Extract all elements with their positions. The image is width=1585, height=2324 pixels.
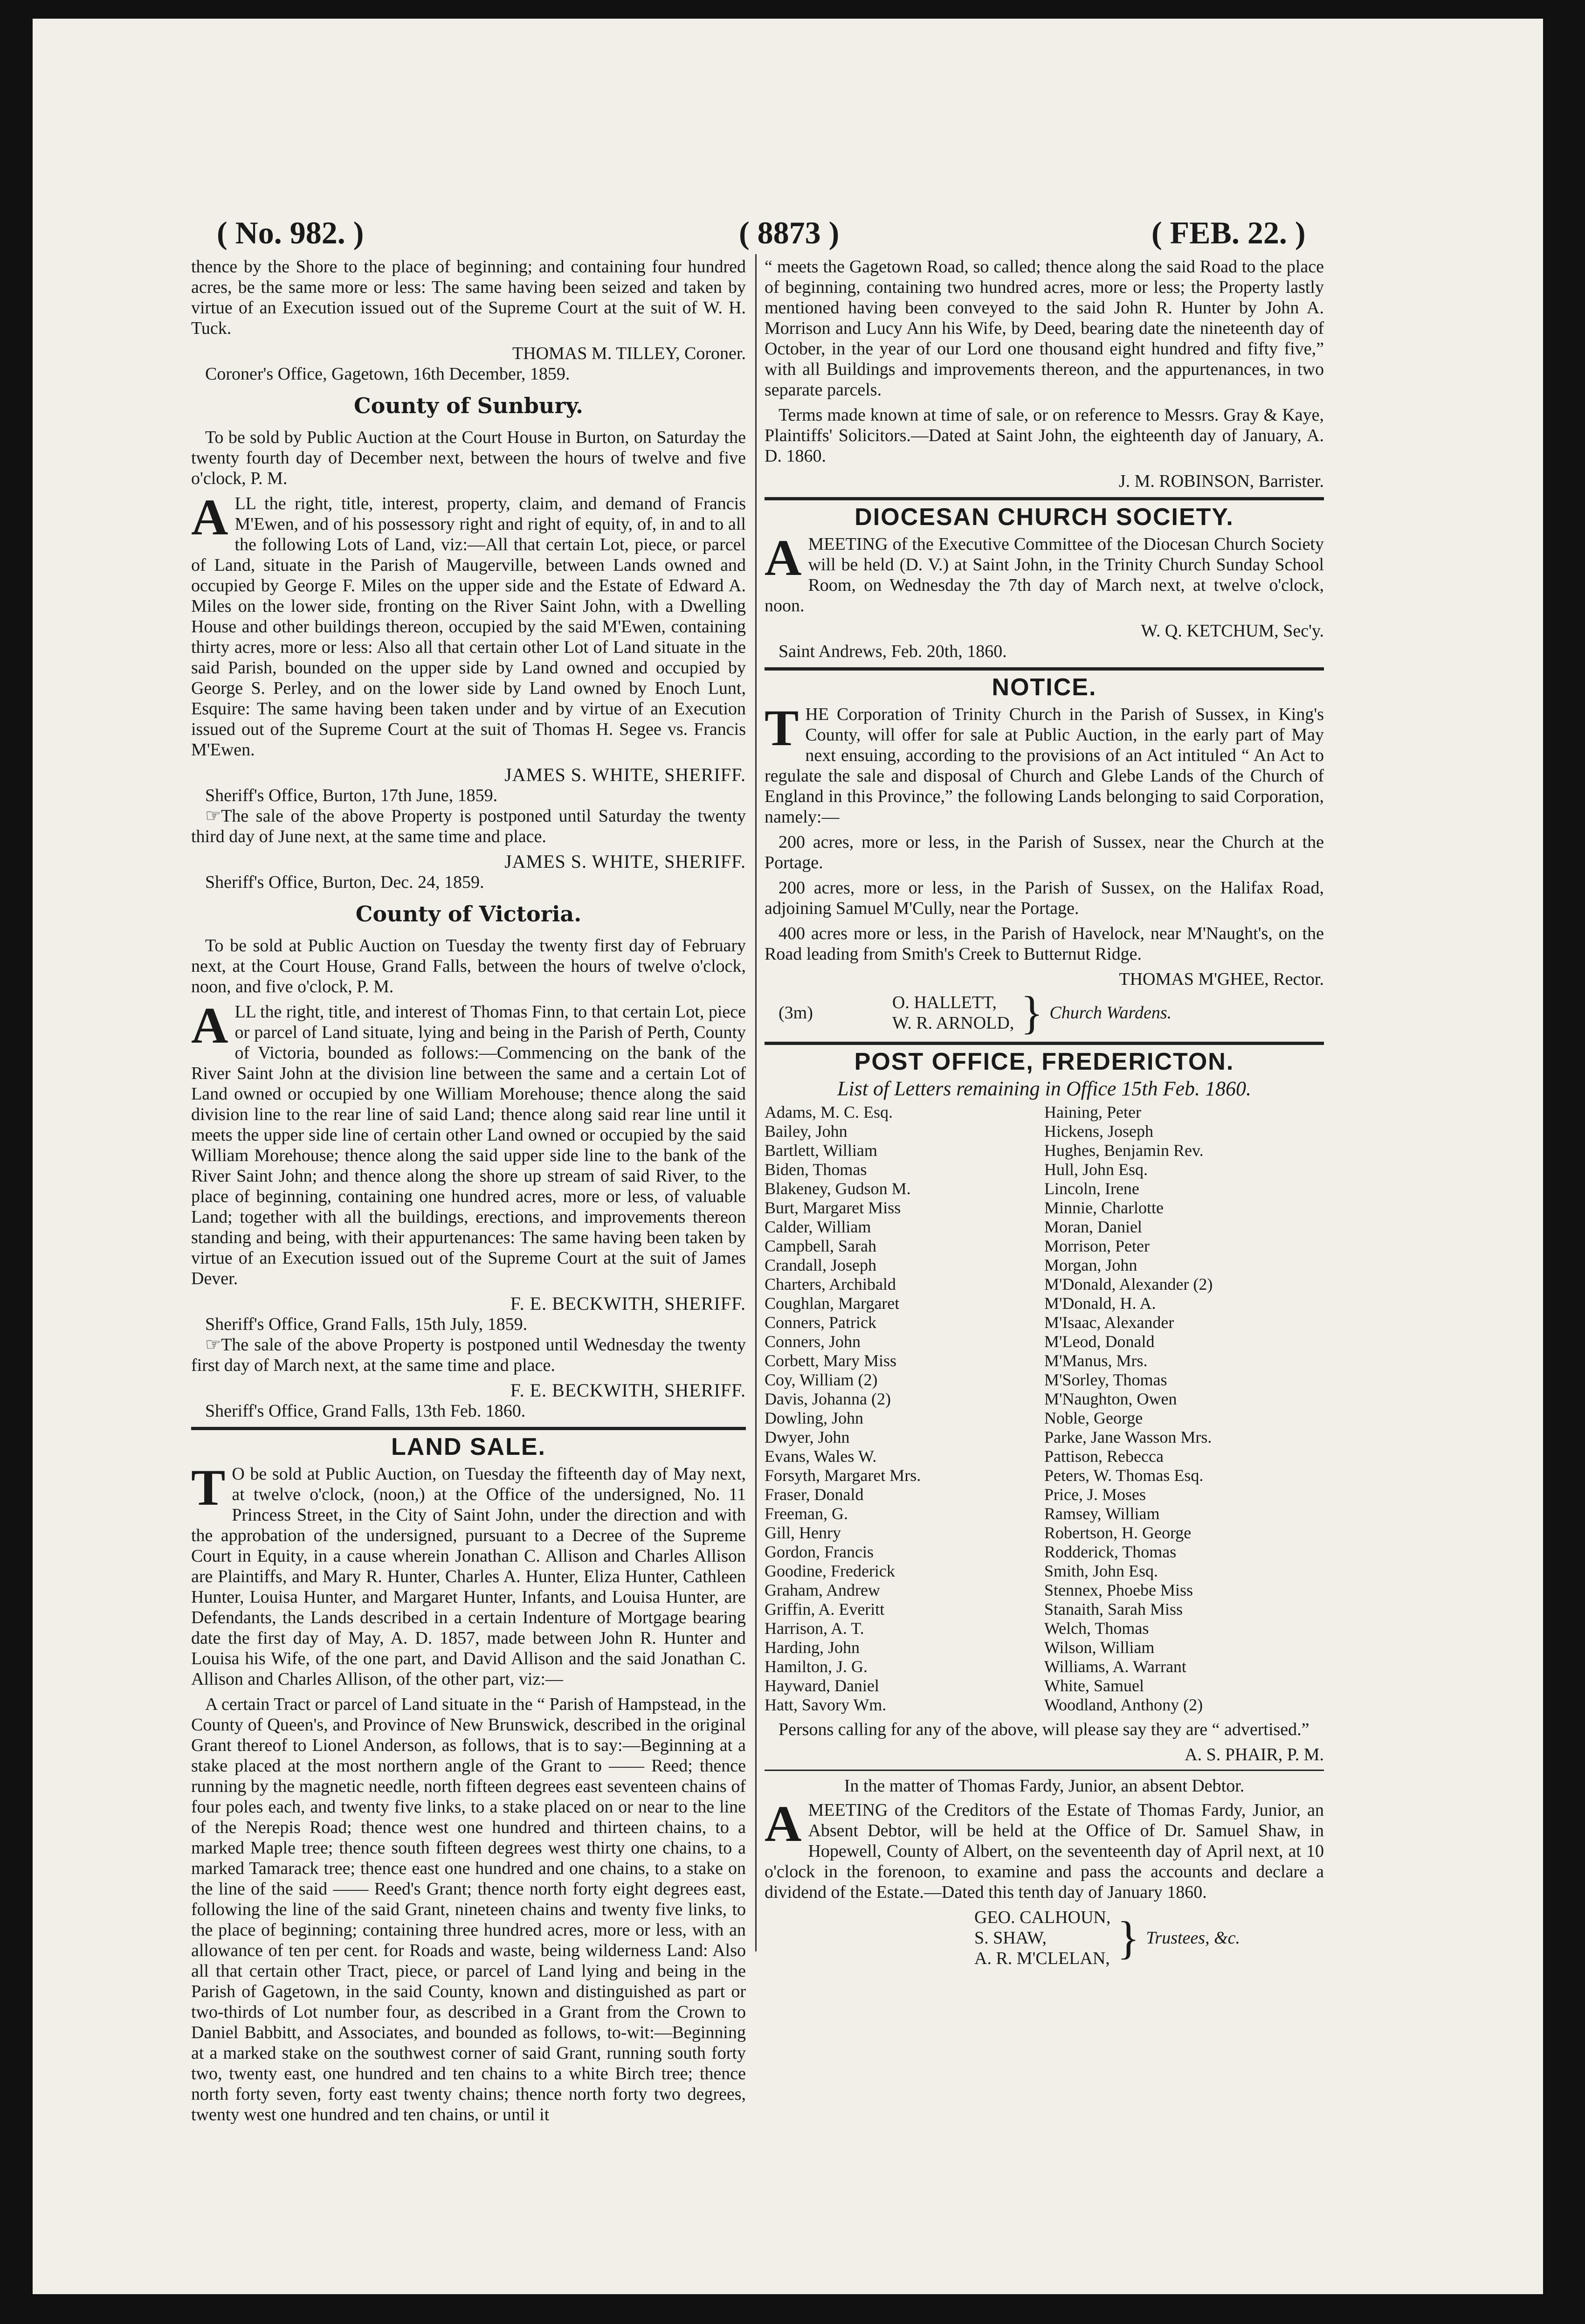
sunbury-office: Sheriff's Office, Burton, 17th June, 1859. (205, 786, 498, 805)
sunbury-signature-2: JAMES S. WHITE, SHERIFF. (504, 851, 746, 872)
notice-3m: (3m) (779, 1003, 813, 1023)
letter-entry: M'Naughton, Owen (1044, 1390, 1177, 1408)
victoria-signature-2: F. E. BECKWITH, SHERIFF. (510, 1380, 746, 1401)
letters-list (765, 1103, 1324, 1715)
letter-entry: Moran, Daniel (1044, 1217, 1142, 1236)
sunbury-office-2: Sheriff's Office, Burton, Dec. 24, 1859. (205, 872, 484, 892)
victoria-postpone: ☞The sale of the above Property is postponed until Wednesday the twenty first day of March next, at the same time and place. (191, 1335, 746, 1375)
letter-entry: Bailey, John (765, 1122, 848, 1141)
dropcap-a: A (765, 1795, 802, 1852)
diocesan-body: AMEETING of the Executive Committee of the Diocesan Church Society will be held (D. V.) at Saint John, in the Trinity Church Sunday School Room, on Wednesday the 7th day of March next, at twelve o'clock, noon. (765, 529, 1324, 616)
letter-entry: Hatt, Savory Wm. (765, 1695, 887, 1714)
letter-entry: Lincoln, Irene (1044, 1179, 1139, 1198)
warden-1: O. HALLETT, (892, 993, 997, 1012)
letter-entry: Haining, Peter (1044, 1103, 1141, 1121)
notice-lot-3: 400 acres more or less, in the Parish of Havelock, near M'Naught's, on the Road leading from Smith's Creek to Butternut Ridge. (765, 924, 1324, 964)
letter-entry: Pattison, Rebecca (1044, 1447, 1164, 1466)
letter-entry: Burt, Margaret Miss (765, 1198, 901, 1217)
section-rule (765, 497, 1324, 500)
letter-entry: Conners, John (765, 1332, 861, 1351)
letter-entry: Stanaith, Sarah Miss (1044, 1600, 1183, 1618)
letter-entry: Biden, Thomas (765, 1160, 867, 1179)
letter-entry: Crandall, Joseph (765, 1256, 876, 1274)
land-sale-continued: “ meets the Gagetown Road, so called; thence along the said Road to the place of beginning, containing two hundred acres, more or less; the Property lastly mentioned having been conveyed to the said John R. Hunter by John A. Morrison and Lucy Ann his Wife, by Deed, bearing date the nineteenth day of October, in the year of our Lord one thousand eight hundred and fifty five,” with all Buildings and improvements thereon, and the appurtenances, in two separate parcels. (765, 257, 1324, 400)
dropcap-a: A (765, 529, 802, 586)
diocesan-date: Saint Andrews, Feb. 20th, 1860. (779, 642, 1007, 661)
victoria-intro: To be sold at Public Auction on Tuesday the twenty first day of February next, at the Court House, Grand Falls, between the hours of twelve o'clock, noon, and five o'clock, P. M. (191, 936, 746, 996)
trustees (974, 1907, 1324, 1969)
letter-entry: Morgan, John (1044, 1256, 1137, 1274)
letter-entry: Campbell, Sarah (765, 1237, 876, 1255)
letter-entry: Coughlan, Margaret (765, 1294, 900, 1313)
letter-entry: Dwyer, John (765, 1428, 850, 1446)
post-office-title: POST OFFICE, FREDERICTON. (854, 1048, 1234, 1075)
diocesan-title: DIOCESAN CHURCH SOCIETY. (855, 504, 1234, 531)
sunbury-body: ALL the right, title, interest, property, claim, and demand of Francis M'Ewen, and of his possessory right and right of equity, of, in and to all the following Lots of Land, viz:—All that certain Lot, piece, or parcel of Land, situate in the Parish of Maugerville, between Lands owned and occupied by George F. Miles on the upper side and the Estate of Edward A. Miles on the lower side, fronting on the River Saint John, with a Dwelling House and other buildings thereon, occupied by the said M'Ewen, containing thirty acres, more or less: Also all that certain other Lot of Land situate in the said Parish, bounded on the upper side by Land owned and occupied by George S. Perley, and on the lower side by Land owned by Enoch Lunt, Esquire: The same having been taken under and by virtue of an Execution issued out of the Supreme Court at the suit of Thomas H. Segee vs. Francis M'Ewen. (191, 489, 746, 760)
letter-entry: M'Donald, Alexander (2) (1044, 1275, 1213, 1293)
fardy-heading: In the matter of Thomas Fardy, Junior, an absent Debtor. (844, 1776, 1245, 1796)
letter-entry: Blakeney, Gudson M. (765, 1179, 911, 1198)
letter-entry: Noble, George (1044, 1409, 1143, 1427)
letter-entry: Adams, M. C. Esq. (765, 1103, 893, 1121)
trustee-names (974, 1907, 1110, 1969)
land-sale-terms: Terms made known at time of sale, or on reference to Messrs. Gray & Kaye, Plaintiffs' Solicitors.—Dated at Saint John, the eighteenth day of January, A. D. 1860. (765, 405, 1324, 466)
letter-entry: Williams, A. Warrant (1044, 1657, 1186, 1676)
church-wardens (765, 989, 1324, 1036)
brace-icon: } (1020, 987, 1043, 1038)
tilley-notice-text: thence by the Shore to the place of beginning; and containing four hundred acres, be the same more or less: The same having been seized and taken by virtue of an Execution issued out of the Supreme Court at the suit of W. H. Tuck. (191, 257, 746, 338)
warden-2: W. R. ARNOLD, (892, 1013, 1014, 1033)
letter-entry: Gill, Henry (765, 1523, 841, 1542)
column-divider (755, 254, 757, 1951)
letter-entry: Bartlett, William (765, 1141, 877, 1160)
pointing-hand-icon: ☞ (205, 806, 221, 826)
letter-entry: Corbett, Mary Miss (765, 1351, 896, 1370)
letter-entry: Robertson, H. George (1044, 1523, 1192, 1542)
sunbury-postpone: ☞The sale of the above Property is postponed until Saturday the twenty third day of June next, at the same time and place. (191, 806, 746, 846)
letter-entry: Hayward, Daniel (765, 1676, 879, 1695)
trustee-1: GEO. CALHOUN, (974, 1908, 1111, 1927)
letter-entry: M'Donald, H. A. (1044, 1294, 1156, 1313)
postmaster-signature: A. S. PHAIR, P. M. (1185, 1745, 1324, 1764)
victoria-body: ALL the right, title, and interest of Thomas Finn, to that certain Lot, piece or parcel of Land situate, lying and being in the Parish of Perth, County of Victoria, bounded as follows:—Commencing on the bank of the River Saint John at the division line between the same and a certain Lot of Land owned or occupied by one William Morehouse; thence along the said division line to the rear line of said Land; thence along said rear line until it meets the upper side line of certain other Land owned or occupied by the said William Morehouse; thence along the said upper side line to the bank of the River Saint John; and thence along the shore up stream of said River, to the place of beginning, containing one hundred acres, more or less, of valuable Land; together with all the buildings, erections, and improvements thereon standing and being, with their appurtenances: The same having been taken by virtue of an Execution issued out of the Supreme Court at the suit of James Dever. (191, 997, 746, 1288)
section-rule (765, 1042, 1324, 1045)
letter-entry: M'Manus, Mrs. (1044, 1351, 1148, 1370)
letter-entry: Parke, Jane Wasson Mrs. (1044, 1428, 1212, 1446)
letters-left-column (765, 1103, 1044, 1715)
right-column (765, 256, 1324, 1969)
letter-entry: Smith, John Esq. (1044, 1562, 1158, 1580)
victoria-office-2: Sheriff's Office, Grand Falls, 13th Feb. 1860. (205, 1401, 526, 1421)
dropcap-a: A (191, 489, 228, 546)
page-number: ( 8873 ) (739, 215, 840, 250)
fardy-body: AMEETING of the Creditors of the Estate of Thomas Fardy, Junior, an Absent Debtor, will be held at the Office of Dr. Samuel Shaw, in Hopewell, County of Albert, on the seventeenth day of April next, at 10 o'clock in the forenoon, to examine and pass the accounts and declare a dividend of the Estate.—Dated this tenth day of January 1860. (765, 1795, 1324, 1902)
section-rule (765, 667, 1324, 671)
letter-entry: Forsyth, Margaret Mrs. (765, 1466, 921, 1485)
letter-entry: Stennex, Phoebe Miss (1044, 1581, 1193, 1599)
letter-entry: Minnie, Charlotte (1044, 1198, 1164, 1217)
dropcap-t: T (765, 699, 799, 756)
section-rule (765, 1770, 1324, 1771)
brace-icon: } (1117, 1912, 1140, 1964)
land-sale-description: A certain Tract or parcel of Land situate in the “ Parish of Hampstead, in the County of Queen's, and Province of New Brunswick, described in the original Grant thereof to Lionel Anderson, as follows, that is to say:—Beginning at a stake placed at the most northern angle of the Grant to —— Reed; thence running by the magnetic needle, north fifteen degrees east seventeen chains of four poles each, and twenty five links, to a stake placed on or near to the line of the Nerepis Road; thence west one hundred and thirteen chains, to a marked Maple tree; thence south fifteen degrees west thirty one chains, to a marked Tamarack tree; thence east one hundred and one chains, to a stake on the line of the said —— Reed's Grant; thence north forty eight degrees east, following the line of the said Grant, nineteen chains and twenty five links, to the place of beginning; containing three hundred acres, more or less, with an allowance of ten per cent. for Roads and waste, being wilderness Land: Also all that certain other Tract, piece, or parcel of Land lying and being in the Parish of Gagetown, in the said County, known and distinguished as part or two-thirds of Lot number four, as described in a Grant from the Crown to Daniel Babbitt, and Associates, and bounded as follows, to-wit:—Beginning at a marked stake on the southwest corner of said Grant, running south forty two, twenty east, one hundred and ten chains to a white Birch tree; thence north forty seven, forty east twenty chains; thence north forty two degrees, twenty west one hundred and ten chains, or until it (191, 1695, 746, 2124)
section-rule (191, 1427, 746, 1430)
notice-lot-2: 200 acres, more or less, in the Parish of Sussex, on the Halifax Road, adjoining Samuel M'Cully, near the Portage. (765, 878, 1324, 918)
post-office-subtitle: List of Letters remaining in Office 15th Feb. 1860. (837, 1077, 1252, 1100)
issue-date: ( FEB. 22. ) (1151, 215, 1306, 250)
letter-entry: Dowling, John (765, 1409, 864, 1427)
trustee-2: S. SHAW, (974, 1928, 1047, 1948)
letter-entry: Davis, Johanna (2) (765, 1390, 891, 1408)
diocesan-signature: W. Q. KETCHUM, Sec'y. (1141, 621, 1324, 641)
letter-entry: Calder, William (765, 1217, 871, 1236)
letter-entry: M'Leod, Donald (1044, 1332, 1155, 1351)
letter-entry: Hughes, Benjamin Rev. (1044, 1141, 1204, 1160)
letter-entry: M'Isaac, Alexander (1044, 1313, 1174, 1332)
pointing-hand-icon: ☞ (205, 1335, 221, 1355)
letter-entry: Rodderick, Thomas (1044, 1542, 1177, 1561)
trustee-label: Trustees, &c. (1146, 1928, 1240, 1948)
land-sale-title: LAND SALE. (391, 1433, 546, 1460)
land-sale-body: T O be sold at Public Auction, on Tuesday the fifteenth day of May next, at twelve o'clock, (noon,) at the Office of the undersigned, No. 11 Princess Street, in the City of Saint John, under the direction and with the approbation of the undersigned, pursuant to a Decree of the Supreme Court in Equity, in a cause wherein Jonathan C. Allison and Charles Allison are Plaintiffs, and Mary R. Hunter, Charles A. Hunter, Eliza Hunter, Cathleen Hunter, Louisa Hunter, and Margaret Hunter, Infants, and Louisa Hunter, are Defendants, the Lands described in a certain Indenture of Mortgage bearing date the first day of May, A. D. 1857, made between John R. Hunter and Louisa his Wife, of the one part, and David Allison and the said Jonathan C. Allison and Charles Allison, of the other part, viz:— (191, 1459, 746, 1689)
warden-names (892, 992, 1014, 1033)
robinson-signature: J. M. ROBINSON, Barrister. (1118, 471, 1324, 491)
letter-entry: Hamilton, J. G. (765, 1657, 868, 1676)
letter-entry: Coy, William (2) (765, 1370, 878, 1389)
letter-entry: Wilson, William (1044, 1638, 1155, 1657)
letter-entry: Ramsey, William (1044, 1504, 1160, 1523)
victoria-signature: F. E. BECKWITH, SHERIFF. (510, 1293, 746, 1314)
victoria-office: Sheriff's Office, Grand Falls, 15th July, 1859. (205, 1314, 528, 1334)
sunbury-signature: JAMES S. WHITE, SHERIFF. (504, 764, 746, 785)
letter-entry: Gordon, Francis (765, 1542, 874, 1561)
post-office-footer: Persons calling for any of the above, will please say they are “ advertised.” (779, 1720, 1309, 1739)
letter-entry: Evans, Wales W. (765, 1447, 877, 1466)
letter-entry: Hickens, Joseph (1044, 1122, 1153, 1141)
letter-entry: Conners, Patrick (765, 1313, 876, 1332)
tilley-office: Coroner's Office, Gagetown, 16th December, 1859. (205, 364, 570, 384)
victoria-heading: County of Victoria. (355, 901, 582, 927)
sunbury-intro: To be sold by Public Auction at the Court House in Burton, on Saturday the twenty fourth day of December next, between the hours of twelve and five o'clock, P. M. (191, 428, 746, 488)
letter-entry: Peters, W. Thomas Esq. (1044, 1466, 1204, 1485)
trustee-3: A. R. M'CLELAN, (974, 1949, 1110, 1968)
letter-entry: Graham, Andrew (765, 1581, 880, 1599)
letter-entry: Welch, Thomas (1044, 1619, 1149, 1638)
letter-entry: Charters, Archibald (765, 1275, 896, 1293)
left-column (191, 256, 746, 2130)
sunbury-heading: County of Sunbury. (353, 393, 584, 418)
notice-title: NOTICE. (992, 674, 1097, 701)
letter-entry: Price, J. Moses (1044, 1485, 1146, 1504)
letter-entry: Harding, John (765, 1638, 860, 1657)
letter-entry: Morrison, Peter (1044, 1237, 1150, 1255)
notice-lot-1: 200 acres, more or less, in the Parish of Sussex, near the Church at the Portage. (765, 832, 1324, 872)
letter-entry: Fraser, Donald (765, 1485, 864, 1504)
letter-entry: White, Samuel (1044, 1676, 1144, 1695)
letter-entry: Woodland, Anthony (2) (1044, 1695, 1203, 1714)
letter-entry: Hull, John Esq. (1044, 1160, 1148, 1179)
letter-entry: M'Sorley, Thomas (1044, 1370, 1167, 1389)
letter-entry: Goodine, Frederick (765, 1562, 895, 1580)
issue-number: ( No. 982. ) (217, 215, 364, 250)
letter-entry: Freeman, G. (765, 1504, 848, 1523)
tilley-signature: THOMAS M. TILLEY, Coroner. (512, 344, 746, 363)
letter-entry: Harrison, A. T. (765, 1619, 864, 1638)
warden-label: Church Wardens. (1049, 1003, 1172, 1023)
letters-right-column (1044, 1103, 1324, 1715)
dropcap-t: T (191, 1459, 226, 1516)
dropcap-a: A (191, 997, 228, 1054)
notice-body: THE Corporation of Trinity Church in the Parish of Sussex, in King's County, will offer for sale at Public Auction, in the early part of May next ensuing, according to the provisions of an Act intituled “ An Act to regulate the sale and disposal of Church and Glebe Lands of the Church of England in this Province,” the following Lands belonging to said Corporation, namely:— (765, 699, 1324, 827)
letter-entry: Griffin, A. Everitt (765, 1600, 885, 1618)
notice-signature: THOMAS M'GHEE, Rector. (1119, 969, 1324, 989)
